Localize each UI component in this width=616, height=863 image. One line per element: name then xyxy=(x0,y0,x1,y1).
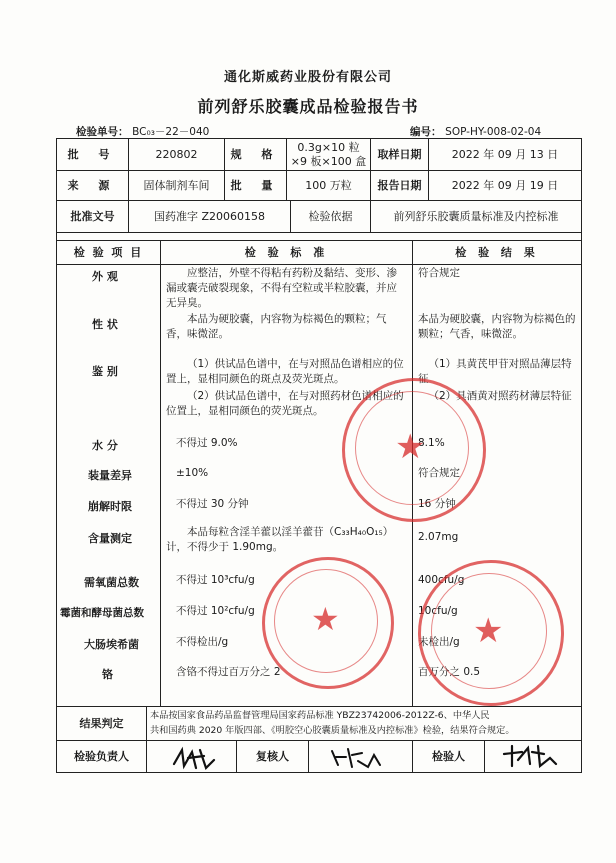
source-label: 来 源 xyxy=(67,178,118,192)
column-header-result: 检 验 结 果 xyxy=(455,245,539,259)
approval-label: 批准文号 xyxy=(70,209,115,223)
document-number-value: SOP-HY-008-02-04 xyxy=(445,126,542,138)
seal-star-icon: ★ xyxy=(395,427,426,467)
table-border-bottom xyxy=(56,772,582,773)
approval-value: 国药准字 Z20060158 xyxy=(153,209,266,223)
test-item-aerobic-count: 需氧菌总数 xyxy=(84,576,139,589)
test-standard-assay: 本品每粒含淫羊藿以淫羊藿苷（C₃₃H₄₀O₁₅）计，不得少于 1.90mg。 xyxy=(166,526,394,553)
table-border-left xyxy=(56,138,57,773)
test-result-aerobic-count: 400cfu/g xyxy=(418,574,465,586)
inspector-signature xyxy=(170,744,220,772)
tester-signature xyxy=(500,742,560,770)
seal-star-icon: ★ xyxy=(473,611,504,651)
test-item-chromium: 铬 xyxy=(102,668,113,681)
test-standard-identification-1: （1）供试品色谱中，在与对照品色谱相应的位置上，显相同颜色的斑点及荧光斑点。 xyxy=(166,358,404,385)
test-standard-disintegration: 不得过 30 分钟 xyxy=(176,498,249,510)
test-result-assay: 2.07mg xyxy=(418,531,459,543)
test-standard-aerobic-count: 不得过 10³cfu/g xyxy=(176,574,255,586)
conclusion-text-line-1: 本品按国家食品药品监督管理局国家药品标准 YBZ23742006-2012Z-6、中华人民 xyxy=(150,710,490,721)
test-item-disintegration: 崩解时限 xyxy=(88,500,132,513)
test-standard-water: 不得过 9.0% xyxy=(176,437,238,449)
basis-value: 前列舒乐胶囊质量标准及内控标准 xyxy=(393,209,559,223)
column-header-item: 检 验 项 目 xyxy=(73,245,144,259)
seal-quality-department xyxy=(418,560,564,706)
report-number-label: 检验单号： xyxy=(76,126,129,138)
spec-line-2: ×9 板×100 盒 xyxy=(290,154,367,168)
test-result-identification-2: （2）具酒黄对照药材薄层特征 xyxy=(428,390,572,402)
table-border-right xyxy=(581,138,582,773)
quality-seal-company xyxy=(342,378,486,522)
source-value: 固体制剂车间 xyxy=(143,178,210,192)
table-rule xyxy=(160,240,161,706)
test-result-fill-weight: 符合规定 xyxy=(418,467,460,479)
batch-value: 220802 xyxy=(155,147,198,161)
seal-pharmaceutical-company xyxy=(262,557,394,689)
test-result-mold-yeast: 10cfu/g xyxy=(418,605,458,617)
reviewer-signature xyxy=(328,743,388,771)
test-standard-identification-2: （2）供试品色谱中，在与对照药材色谱相应的位置上，显相同颜色的荧光斑点。 xyxy=(166,390,404,417)
report-date-label: 报告日期 xyxy=(377,178,422,192)
inspector-in-charge-label: 检验负责人 xyxy=(74,749,129,763)
test-result-chromium: 百万分之 0.5 xyxy=(418,666,481,678)
conclusion-text xyxy=(150,708,578,738)
basis-label: 检验依据 xyxy=(308,209,353,223)
seal-star-icon: ★ xyxy=(311,600,340,638)
report-date-value: 2022 年 09 月 19 日 xyxy=(451,178,559,192)
test-result-disintegration: 16 分钟 xyxy=(418,498,456,510)
test-item-mold-yeast: 霉菌和酵母菌总数 xyxy=(60,607,144,619)
test-item-appearance: 外 观 xyxy=(92,270,118,283)
test-standard-fill-weight: ±10% xyxy=(176,467,209,479)
report-number xyxy=(76,124,209,139)
test-item-water: 水 分 xyxy=(92,439,118,452)
test-standard-mold-yeast: 不得过 10²cfu/g xyxy=(176,605,255,617)
table-rule xyxy=(484,740,485,772)
quantity-value: 100 万粒 xyxy=(305,178,352,192)
test-item-identification: 鉴 别 xyxy=(92,365,118,378)
test-standard-appearance: 应整洁，外壁不得粘有药粉及黏结、变形、渗漏或囊壳破裂现象，不得有空粒或半粒胶囊，并应无异臭。 xyxy=(166,267,397,309)
document-number-label: 编号： xyxy=(410,126,442,138)
report-title: 前列舒乐胶囊成品检验报告书 xyxy=(197,97,419,116)
column-header-standard: 检 验 标 准 xyxy=(244,245,329,259)
reviewer-label: 复核人 xyxy=(256,749,289,763)
conclusion-label: 结果判定 xyxy=(79,716,124,730)
test-result-identification-1: （1）具黄芪甲苷对照品薄层特征 xyxy=(418,358,572,385)
document-number xyxy=(410,124,541,139)
table-rule xyxy=(308,740,309,772)
quantity-label: 批 量 xyxy=(230,178,281,192)
spec-label: 规 格 xyxy=(230,147,281,161)
batch-label: 批 号 xyxy=(67,147,118,161)
sample-date-label: 取样日期 xyxy=(377,147,422,161)
test-result-appearance: 符合规定 xyxy=(418,267,460,279)
tester-label: 检验人 xyxy=(432,749,465,763)
conclusion-text-line-2: 共和国药典 2020 年版四部、《明胶空心胶囊质量标准及内控标准》检验，结果符合规定。 xyxy=(150,725,515,736)
table-rule xyxy=(146,740,147,772)
test-standard-e-coli: 不得检出/g xyxy=(176,636,229,648)
test-item-assay: 含量测定 xyxy=(88,532,132,545)
company-name: 通化斯威药业股份有限公司 xyxy=(223,70,392,85)
spec-value xyxy=(287,139,370,170)
spec-line-1: 0.3g×10 粒 xyxy=(297,140,360,154)
test-item-fill-weight: 装量差异 xyxy=(88,469,132,482)
test-item-character: 性 状 xyxy=(92,318,118,331)
test-standard-chromium: 含铬不得过百万分之 2 xyxy=(176,666,281,678)
sample-date-value: 2022 年 09 月 13 日 xyxy=(451,147,559,161)
test-standard-character: 本品为硬胶囊，内容物为棕褐色的颗粒；气香，味微涩。 xyxy=(166,313,387,340)
test-result-e-coli: 未检出/g xyxy=(418,636,460,648)
test-result-character: 本品为硬胶囊，内容物为棕褐色的颗粒；气香，味微涩。 xyxy=(418,313,576,340)
table-rule xyxy=(146,706,147,740)
report-number-value: BC₀₃－22－040 xyxy=(132,126,210,138)
table-rule xyxy=(56,232,582,233)
test-result-water: 8.1% xyxy=(418,437,445,449)
test-item-e-coli: 大肠埃希菌 xyxy=(84,638,139,651)
